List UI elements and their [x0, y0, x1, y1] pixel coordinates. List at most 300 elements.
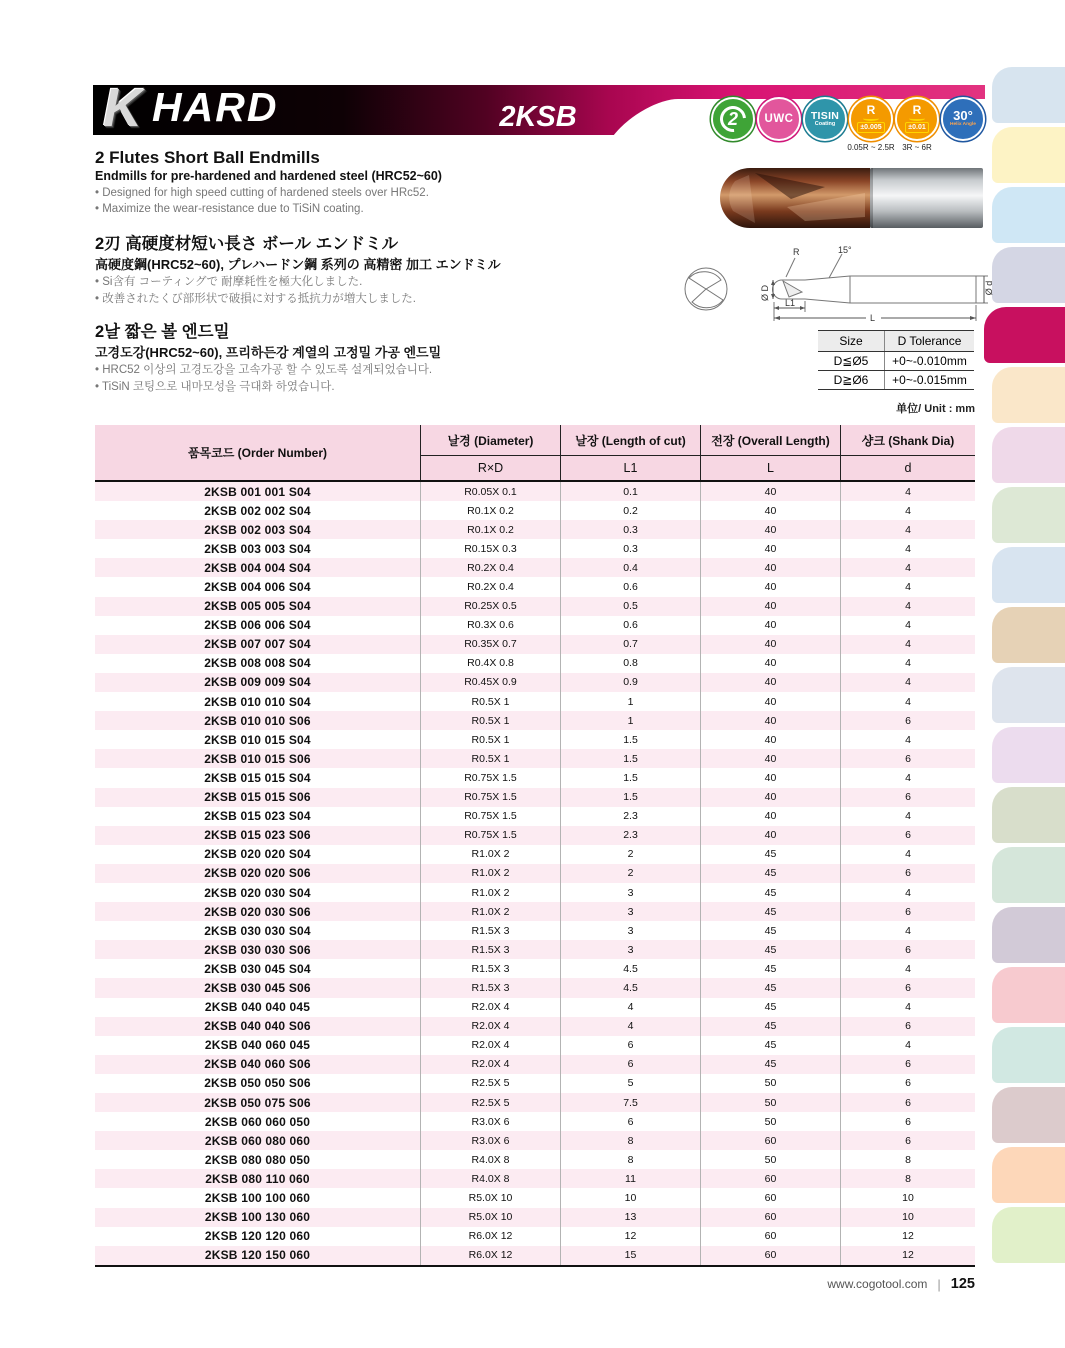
table-row	[95, 654, 975, 673]
page-index-tab	[992, 1147, 1065, 1203]
cell-rxd: R0.25X 0.5	[420, 597, 560, 616]
tolerance-row: D≧Ø6 +0~-0.015mm	[818, 370, 974, 389]
cell-d: 12	[840, 1227, 975, 1246]
website-link[interactable]: www.cogotool.com	[827, 1277, 928, 1291]
cell-d: 6	[840, 940, 975, 959]
tisin-coating-badge	[803, 97, 847, 141]
brand-k-letter: K	[103, 85, 142, 135]
cell-l: 50	[700, 1093, 840, 1112]
page-index-tab	[992, 787, 1065, 843]
cell-l: 40	[700, 807, 840, 826]
cell-d: 4	[840, 959, 975, 978]
radius-arc-icon	[909, 116, 925, 121]
cell-l: 40	[700, 577, 840, 596]
product-title-jp: 2刃 高硬度材短い長さ ボール エンドミル	[95, 235, 399, 253]
cell-l: 40	[700, 482, 840, 501]
bullet-en: • Maximize the wear-resistance due to TiSiN coating.	[95, 203, 364, 215]
cell-d: 4	[840, 635, 975, 654]
cell-order-number: 2KSB 040 040 S06	[204, 1019, 311, 1034]
cell-l1: 0.4	[560, 558, 700, 577]
cell-d: 4	[840, 482, 975, 501]
cell-l: 40	[700, 654, 840, 673]
cell-order-number: 2KSB 010 015 S06	[204, 751, 311, 766]
cell-rxd: R0.35X 0.7	[420, 635, 560, 654]
cell-l1: 6	[560, 1112, 700, 1131]
description-japanese	[95, 233, 525, 308]
radius-tolerance-badge-small	[849, 97, 893, 141]
cell-l: 45	[700, 998, 840, 1017]
cell-order-number: 2KSB 002 003 S04	[204, 522, 311, 537]
cell-d: 4	[840, 768, 975, 787]
cell-rxd: R2.5X 5	[420, 1093, 560, 1112]
page-footer	[675, 1276, 975, 1292]
table-row	[95, 959, 975, 978]
cell-l: 45	[700, 978, 840, 997]
cell-l1: 0.8	[560, 654, 700, 673]
table-row	[95, 692, 975, 711]
table-row	[95, 883, 975, 902]
table-row	[95, 539, 975, 558]
cell-l1: 1.5	[560, 749, 700, 768]
tisin-label: TISIN	[810, 109, 840, 122]
cell-d: 6	[840, 1131, 975, 1150]
cell-order-number: 2KSB 030 030 S04	[204, 923, 311, 938]
coating-label: Coating	[814, 120, 836, 127]
table-row	[95, 1017, 975, 1036]
cell-order-number: 2KSB 001 001 S04	[204, 484, 311, 499]
helix-angle-badge	[941, 97, 985, 141]
cell-l: 40	[700, 749, 840, 768]
cell-l: 40	[700, 597, 840, 616]
cell-rxd: R0.4X 0.8	[420, 654, 560, 673]
product-title-en: 2 Flutes Short Ball Endmills	[95, 148, 320, 167]
table-row	[95, 998, 975, 1017]
cell-d: 6	[840, 1112, 975, 1131]
cell-order-number: 2KSB 050 075 S06	[204, 1095, 311, 1110]
page-index-tab	[992, 187, 1065, 243]
cell-l: 50	[700, 1150, 840, 1169]
cell-l: 45	[700, 845, 840, 864]
cell-rxd: R0.3X 0.6	[420, 616, 560, 635]
cell-l: 40	[700, 539, 840, 558]
cell-l: 40	[700, 826, 840, 845]
cell-l1: 1.5	[560, 788, 700, 807]
cell-order-number: 2KSB 060 080 060	[204, 1133, 311, 1148]
table-row	[95, 864, 975, 883]
cell-rxd: R1.5X 3	[420, 978, 560, 997]
cell-l: 60	[700, 1188, 840, 1207]
page-number: 125	[950, 1276, 975, 1292]
table-row	[95, 1169, 975, 1188]
brand-logo	[103, 85, 278, 135]
cell-l1: 8	[560, 1131, 700, 1150]
cell-d: 6	[840, 1055, 975, 1074]
table-row	[95, 616, 975, 635]
cell-l1: 13	[560, 1208, 700, 1227]
page-index-tab	[992, 607, 1065, 663]
cell-rxd: R2.0X 4	[420, 998, 560, 1017]
cell-order-number: 2KSB 120 120 060	[204, 1229, 311, 1244]
cell-l1: 1.5	[560, 768, 700, 787]
cell-l1: 0.6	[560, 577, 700, 596]
cell-l1: 4.5	[560, 959, 700, 978]
page-index-tab	[992, 547, 1065, 603]
subheader-l1: L1	[560, 456, 700, 480]
cell-d: 4	[840, 520, 975, 539]
table-row	[95, 730, 975, 749]
helix-angle-label: Helix Angle	[950, 122, 976, 127]
cell-order-number: 2KSB 015 015 S04	[204, 770, 311, 785]
cell-d: 10	[840, 1208, 975, 1227]
product-subtitle-en: Endmills for pre-hardened and hardened steel (HRC52~60)	[95, 169, 442, 183]
cell-d: 6	[840, 1074, 975, 1093]
cell-order-number: 2KSB 080 110 060	[205, 1171, 310, 1186]
table-row	[95, 520, 975, 539]
cell-l: 45	[700, 1036, 840, 1055]
table-row	[95, 1188, 975, 1207]
cell-order-number: 2KSB 010 010 S04	[204, 694, 311, 709]
cell-l1: 2	[560, 845, 700, 864]
bullet-kr: • HRC52 이상의 고경도강을 고속가공 할 수 있도록 설계되었습니다.	[95, 364, 433, 376]
cell-d: 4	[840, 539, 975, 558]
label-length-overall: L	[870, 313, 876, 323]
cell-l: 40	[700, 692, 840, 711]
radius-tolerance-badge-large	[895, 97, 939, 141]
page-index-tab	[992, 427, 1065, 483]
header-shank-dia: 샹크 (Shank Dia)	[840, 425, 975, 456]
cell-l: 60	[700, 1208, 840, 1227]
radius-tolerance-value: ±0.01	[905, 122, 928, 133]
cell-rxd: R1.0X 2	[420, 902, 560, 921]
cell-rxd: R6.0X 12	[420, 1227, 560, 1246]
page-index-tab	[992, 1207, 1065, 1263]
table-row	[95, 1112, 975, 1131]
cell-l: 60	[700, 1131, 840, 1150]
product-subtitle-jp: 高硬度鋼(HRC52~60), プレハードン鋼 系列の 高精密 加工 エンドミル	[95, 257, 501, 272]
page-index-tab	[992, 1087, 1065, 1143]
radius-letter: R	[912, 103, 922, 117]
cell-order-number: 2KSB 015 023 S06	[204, 828, 311, 843]
cell-order-number: 2KSB 100 100 060	[204, 1191, 311, 1206]
cell-l1: 1	[560, 692, 700, 711]
cell-d: 4	[840, 1036, 975, 1055]
header-length-of-cut: 날장 (Length of cut)	[560, 425, 700, 456]
table-row	[95, 1055, 975, 1074]
cell-rxd: R1.5X 3	[420, 959, 560, 978]
radius-range-caption: 0.05R ~ 2.5R	[847, 143, 895, 152]
tolerance-col-size: Size	[839, 334, 863, 348]
cell-l1: 10	[560, 1188, 700, 1207]
page-index-tab	[992, 127, 1065, 183]
cell-d: 8	[840, 1150, 975, 1169]
tolerance-col-tolerance: D Tolerance	[884, 331, 974, 351]
cell-rxd: R0.2X 0.4	[420, 577, 560, 596]
cell-l1: 0.1	[560, 482, 700, 501]
cell-order-number: 2KSB 020 020 S06	[204, 866, 311, 881]
cell-l: 50	[700, 1074, 840, 1093]
cell-rxd: R1.0X 2	[420, 883, 560, 902]
cell-rxd: R4.0X 8	[420, 1169, 560, 1188]
cell-l1: 4.5	[560, 978, 700, 997]
cell-rxd: R4.0X 8	[420, 1150, 560, 1169]
cell-l: 40	[700, 635, 840, 654]
bullet-jp: • Si含有 コーティングで 耐摩耗性を極大化しました.	[95, 276, 363, 288]
cell-rxd: R0.5X 1	[420, 692, 560, 711]
cell-d: 4	[840, 577, 975, 596]
page-index-tab	[992, 727, 1065, 783]
tolerance-table	[818, 330, 974, 390]
cell-rxd: R0.05X 0.1	[420, 482, 560, 501]
cell-l1: 2	[560, 864, 700, 883]
cell-rxd: R0.75X 1.5	[420, 826, 560, 845]
cell-l1: 15	[560, 1246, 700, 1265]
cell-l1: 0.6	[560, 616, 700, 635]
cell-l: 60	[700, 1246, 840, 1265]
cell-rxd: R1.0X 2	[420, 845, 560, 864]
spec-table-body	[95, 482, 975, 1267]
cell-l1: 3	[560, 883, 700, 902]
table-row	[95, 1036, 975, 1055]
cell-order-number: 2KSB 015 015 S06	[204, 790, 311, 805]
page-index-tab	[984, 307, 1065, 363]
cell-l1: 7.5	[560, 1093, 700, 1112]
cell-rxd: R0.45X 0.9	[420, 673, 560, 692]
cell-d: 4	[840, 558, 975, 577]
cell-order-number: 2KSB 005 005 S04	[204, 599, 311, 614]
cell-l1: 0.3	[560, 539, 700, 558]
cell-d: 4	[840, 730, 975, 749]
cell-l1: 0.3	[560, 520, 700, 539]
series-code: 2KSB	[499, 101, 577, 133]
tolerance-row: D≦Ø5 +0~-0.010mm	[818, 351, 974, 370]
table-row	[95, 501, 975, 520]
cell-rxd: R6.0X 12	[420, 1246, 560, 1265]
cell-l1: 1.5	[560, 730, 700, 749]
table-row	[95, 635, 975, 654]
table-row	[95, 673, 975, 692]
cell-order-number: 2KSB 080 080 050	[204, 1152, 311, 1167]
brand-name: HARD	[152, 85, 279, 130]
cell-order-number: 2KSB 010 010 S06	[204, 713, 311, 728]
cell-order-number: 2KSB 030 045 S04	[204, 961, 311, 976]
cell-order-number: 2KSB 002 002 S04	[204, 503, 311, 518]
cell-d: 4	[840, 692, 975, 711]
cell-l1: 8	[560, 1150, 700, 1169]
cell-l: 45	[700, 921, 840, 940]
bullet-jp: • 改善されたくび部形状で破損に対する抵抗力が増大しました.	[95, 293, 416, 305]
cell-l1: 3	[560, 940, 700, 959]
cell-l: 45	[700, 940, 840, 959]
product-subtitle-kr: 고경도강(HRC52~60), 프리하든강 계열의 고정밀 가공 엔드밀	[95, 345, 442, 360]
page-index-tab	[992, 367, 1065, 423]
cell-l: 40	[700, 673, 840, 692]
cell-d: 10	[840, 1188, 975, 1207]
cell-order-number: 2KSB 040 060 045	[204, 1038, 311, 1053]
cell-l: 45	[700, 959, 840, 978]
cell-l: 40	[700, 768, 840, 787]
cell-l: 60	[700, 1169, 840, 1188]
cell-d: 6	[840, 978, 975, 997]
table-row	[95, 558, 975, 577]
cell-d: 6	[840, 902, 975, 921]
table-row	[95, 807, 975, 826]
cell-l: 45	[700, 883, 840, 902]
label-dia-cut: Ø D	[760, 284, 770, 302]
cell-rxd: R0.15X 0.3	[420, 539, 560, 558]
label-angle: 15°	[838, 245, 852, 255]
cell-l: 40	[700, 616, 840, 635]
cell-rxd: R0.75X 1.5	[420, 788, 560, 807]
product-title-kr: 2날 짧은 볼 엔드밀	[95, 323, 230, 341]
page-index-tab	[992, 847, 1065, 903]
cell-l: 45	[700, 1055, 840, 1074]
cell-d: 4	[840, 845, 975, 864]
table-row	[95, 921, 975, 940]
cell-l1: 2.3	[560, 826, 700, 845]
page-index-tab	[992, 1027, 1065, 1083]
spec-table	[95, 425, 975, 1267]
cell-order-number: 2KSB 100 130 060	[204, 1210, 311, 1225]
cell-rxd: R0.75X 1.5	[420, 807, 560, 826]
cell-d: 6	[840, 864, 975, 883]
cell-order-number: 2KSB 007 007 S04	[204, 637, 311, 652]
radius-tolerance-value: ±0.005	[857, 122, 884, 133]
cell-order-number: 2KSB 008 008 S04	[204, 656, 311, 671]
table-row	[95, 1150, 975, 1169]
cell-l1: 6	[560, 1055, 700, 1074]
cell-rxd: R0.2X 0.4	[420, 558, 560, 577]
page-index-tab	[992, 247, 1065, 303]
radius-arc-icon	[863, 116, 879, 121]
cell-d: 4	[840, 998, 975, 1017]
cell-d: 12	[840, 1246, 975, 1265]
cell-d: 4	[840, 673, 975, 692]
bullet-kr: • TiSiN 코팅으로 내마모성을 극대화 하였습니다.	[95, 381, 335, 393]
cell-l: 45	[700, 864, 840, 883]
product-photo	[695, 163, 985, 238]
table-row	[95, 940, 975, 959]
page-index-tab	[992, 667, 1065, 723]
cell-rxd: R2.5X 5	[420, 1074, 560, 1093]
table-row	[95, 1208, 975, 1227]
cell-l: 40	[700, 520, 840, 539]
table-row	[95, 597, 975, 616]
cell-order-number: 2KSB 060 060 050	[204, 1114, 311, 1129]
cell-order-number: 2KSB 015 023 S04	[204, 809, 311, 824]
table-row	[95, 1227, 975, 1246]
page-index-tab	[992, 487, 1065, 543]
cell-l1: 0.5	[560, 597, 700, 616]
description-korean	[95, 321, 525, 396]
cell-l1: 4	[560, 1017, 700, 1036]
cell-order-number: 2KSB 030 045 S06	[204, 980, 311, 995]
cell-l: 40	[700, 788, 840, 807]
cell-rxd: R1.5X 3	[420, 940, 560, 959]
cell-order-number: 2KSB 040 060 S06	[204, 1057, 311, 1072]
cell-d: 4	[840, 921, 975, 940]
cell-l: 50	[700, 1112, 840, 1131]
table-row	[95, 1246, 975, 1265]
cell-d: 6	[840, 826, 975, 845]
label-length-cut: L1	[785, 298, 796, 308]
cell-l: 45	[700, 902, 840, 921]
cell-rxd: R1.0X 2	[420, 864, 560, 883]
header-overall-length: 전장 (Overall Length)	[700, 425, 840, 456]
spec-table-header	[95, 425, 975, 482]
table-row	[95, 845, 975, 864]
feature-badges	[711, 97, 985, 153]
cell-rxd: R0.1X 0.2	[420, 501, 560, 520]
cell-rxd: R0.75X 1.5	[420, 768, 560, 787]
cell-d: 4	[840, 883, 975, 902]
uwc-label: UWC	[764, 113, 794, 125]
flutes-count-badge	[711, 97, 755, 141]
label-dia-shank: Ø d	[984, 280, 994, 296]
table-row	[95, 482, 975, 501]
cell-l1: 0.9	[560, 673, 700, 692]
cell-d: 4	[840, 501, 975, 520]
cell-rxd: R0.5X 1	[420, 711, 560, 730]
cell-l1: 6	[560, 1036, 700, 1055]
cell-order-number: 2KSB 030 030 S06	[204, 942, 311, 957]
cell-order-number: 2KSB 004 004 S04	[204, 560, 311, 575]
cell-l: 60	[700, 1227, 840, 1246]
cell-l: 40	[700, 711, 840, 730]
table-row	[95, 577, 975, 596]
table-row	[95, 826, 975, 845]
cell-l1: 1	[560, 711, 700, 730]
table-row	[95, 1093, 975, 1112]
cell-order-number: 2KSB 020 030 S04	[204, 885, 311, 900]
cell-order-number: 2KSB 003 003 S04	[204, 541, 311, 556]
flutes-count-label: 2	[727, 108, 738, 129]
cell-order-number: 2KSB 020 020 S04	[204, 847, 311, 862]
page-index-tab	[992, 67, 1065, 123]
cell-d: 6	[840, 711, 975, 730]
table-row	[95, 1074, 975, 1093]
cell-rxd: R0.1X 0.2	[420, 520, 560, 539]
cell-order-number: 2KSB 004 006 S04	[204, 580, 311, 595]
cell-l: 40	[700, 501, 840, 520]
cell-l1: 0.7	[560, 635, 700, 654]
table-row	[95, 788, 975, 807]
header-order-number: 품목코드 (Order Number)	[187, 446, 328, 460]
cell-l: 45	[700, 1017, 840, 1036]
cell-d: 4	[840, 807, 975, 826]
cell-l1: 2.3	[560, 807, 700, 826]
cell-order-number: 2KSB 009 009 S04	[204, 675, 311, 690]
cell-d: 4	[840, 654, 975, 673]
table-row	[95, 1131, 975, 1150]
cell-rxd: R2.0X 4	[420, 1036, 560, 1055]
technical-drawing	[676, 242, 994, 329]
cell-l1: 12	[560, 1227, 700, 1246]
cell-rxd: R1.5X 3	[420, 921, 560, 940]
footer-separator: |	[937, 1276, 941, 1292]
cell-d: 6	[840, 749, 975, 768]
description-english	[95, 147, 525, 217]
cell-order-number: 2KSB 040 040 045	[204, 1000, 311, 1015]
cell-l: 40	[700, 558, 840, 577]
table-row	[95, 711, 975, 730]
subheader-d: d	[840, 456, 975, 480]
cell-l1: 11	[560, 1169, 700, 1188]
cell-rxd: R5.0X 10	[420, 1208, 560, 1227]
bullet-en: • Designed for high speed cutting of hardened steels over HRc52.	[95, 187, 429, 199]
header-diameter: 날경 (Diameter)	[420, 425, 560, 456]
cell-d: 6	[840, 788, 975, 807]
page-index-tab	[992, 967, 1065, 1023]
